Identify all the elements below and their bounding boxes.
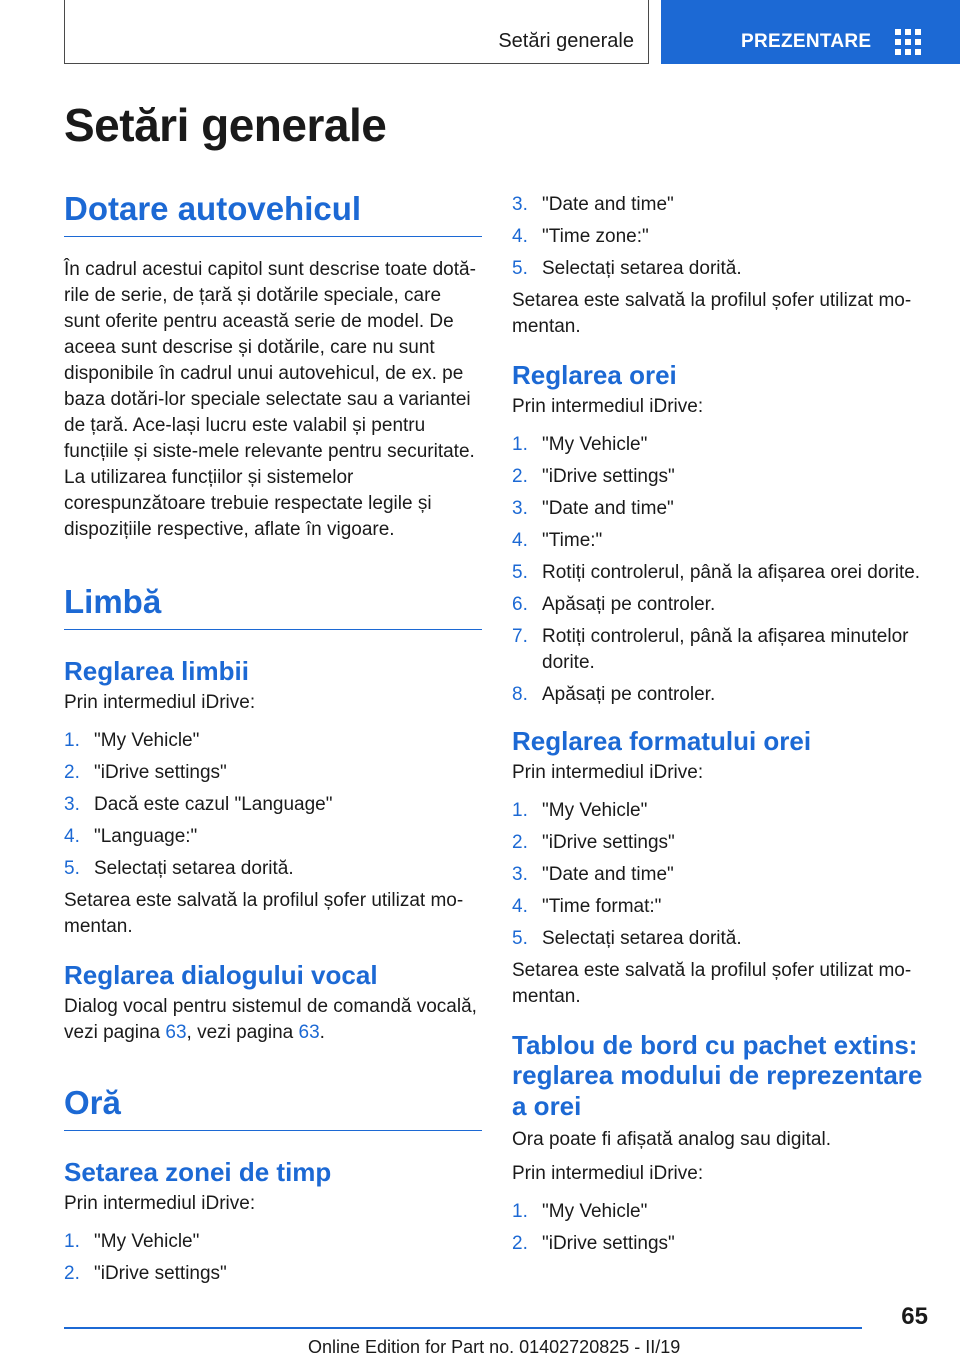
heading-tablou-de-bord: Tablou de bord cu pachet extins: reglarea modului de reprezentare a orei	[512, 1030, 923, 1121]
setarea-zonei-intro: Prin intermediul iDrive:	[64, 1193, 256, 1215]
heading-format-orei: Reglarea formatului orei	[512, 726, 812, 757]
list-item: 4. "Time zone:"	[512, 226, 649, 247]
page-number: 65	[901, 1303, 928, 1330]
format-orei-note: Setarea este salvată la profilul șofer utilizat mo-mentan.	[512, 960, 912, 1008]
footer-divider	[64, 1327, 862, 1329]
setarea-zonei-steps	[64, 1229, 482, 1287]
heading-setarea-zonei: Setarea zonei de timp	[64, 1157, 332, 1188]
tablou-text: Ora poate fi afișată analog sau digital.	[512, 1128, 831, 1150]
list-item: 8. Apăsați pe controler.	[512, 684, 716, 706]
tablou-intro: Prin intermediul iDrive:	[512, 1162, 704, 1184]
header-section-title: Setări generale	[498, 30, 634, 52]
tablou-steps	[512, 1199, 930, 1257]
right-column	[512, 190, 930, 1263]
reglarea-orei-steps	[512, 432, 930, 708]
list-item: 2. "iDrive settings"	[512, 1232, 675, 1254]
heading-reglarea-limbii: Reglarea limbii	[64, 655, 249, 686]
left-column	[64, 190, 482, 1293]
heading-dotare: Dotare autovehicul	[64, 190, 482, 237]
list-item: 2. "iDrive settings"	[512, 832, 675, 854]
list-item: 1. "My Vehicle"	[512, 1200, 648, 1222]
page-title: Setări generale	[64, 99, 387, 151]
header-chapter-tab[interactable]	[661, 0, 960, 64]
header-chapter-label: PREZENTARE	[741, 31, 872, 52]
list-item: 4. "Time format:"	[512, 896, 662, 918]
list-item: 4. "Time:"	[512, 530, 603, 552]
list-item: 1. "My Vehicle"	[64, 730, 200, 752]
list-item: 2. "iDrive settings"	[512, 466, 675, 488]
list-item: 3. Dacă este cazul "Language"	[64, 794, 333, 816]
list-item: 7. Rotiți controlerul, până la afișarea minutelor dorite.	[512, 626, 909, 674]
heading-dialog-vocal: Reglarea dialogului vocal	[64, 960, 378, 991]
grid-icon[interactable]	[895, 29, 921, 55]
setarea-zonei-steps-continued	[512, 192, 930, 282]
list-item: 4. "Language:"	[64, 826, 198, 848]
header-section-box	[64, 0, 649, 64]
list-item: 1. "My Vehicle"	[512, 434, 648, 456]
setarea-zonei-note: Setarea este salvată la profilul șofer utilizat mo-mentan.	[512, 290, 912, 337]
list-item: 2. "iDrive settings"	[64, 762, 227, 784]
list-item: 3. "Date and time"	[512, 498, 674, 520]
reglarea-limbii-note: Setarea este salvată la profilul șofer utilizat mo-mentan.	[64, 890, 464, 938]
list-item: 1. "My Vehicle"	[512, 800, 648, 822]
reglarea-limbii-intro: Prin intermediul iDrive:	[64, 692, 256, 714]
heading-reglarea-orei: Reglarea orei	[512, 360, 677, 390]
page-link-63[interactable]: 63	[165, 1022, 187, 1044]
list-item: 6. Apăsați pe controler.	[512, 594, 716, 616]
list-item: 5. Rotiți controlerul, până la afișarea orei dorite.	[512, 562, 921, 584]
list-item: 5. Selectați setarea dorită.	[64, 858, 294, 880]
format-orei-intro: Prin intermediul iDrive:	[512, 762, 704, 784]
heading-ora: Oră	[64, 1084, 482, 1131]
list-item: 3. "Date and time"	[512, 194, 674, 215]
list-item: 1. "My Vehicle"	[64, 1231, 200, 1253]
footer-edition: Online Edition for Part no. 01402720825 - II/19	[308, 1337, 681, 1357]
reglarea-orei-intro: Prin intermediul iDrive:	[512, 396, 704, 418]
page-link-63[interactable]: 63	[298, 1022, 320, 1044]
format-orei-steps	[512, 798, 930, 952]
list-item: 3. "Date and time"	[512, 864, 674, 886]
list-item: 5. Selectați setarea dorită.	[512, 258, 742, 279]
list-item: 5. Selectați setarea dorită.	[512, 928, 742, 950]
list-item: 2. "iDrive settings"	[64, 1263, 227, 1285]
reglarea-limbii-steps	[64, 728, 482, 882]
dotare-text: În cadrul acestui capitol sunt descrise toate dotă-rile de serie, de țară și dotările speciale, care sunt oferite pentru această serie de model. De aceea sunt descrise și dotările, care nu sunt disponibile în cadrul unui autovehicul, de ex. pe baza dotări-lor speciale selectate sau a variantei de țară. Ace-lași lucru este valabil și pentru funcțiile și siste-mele relevante pentru securitate. La utilizarea funcțiilor și sistemelor corespunzătoare trebuie respectate legile și dispozițiile respective, aflate în vigoare.	[64, 258, 476, 540]
dialog-vocal-text: Dialog vocal pentru sistemul de comandă vocală, vezi pagina 63, vezi pagina 63.	[64, 996, 477, 1044]
heading-limba: Limbă	[64, 583, 482, 630]
